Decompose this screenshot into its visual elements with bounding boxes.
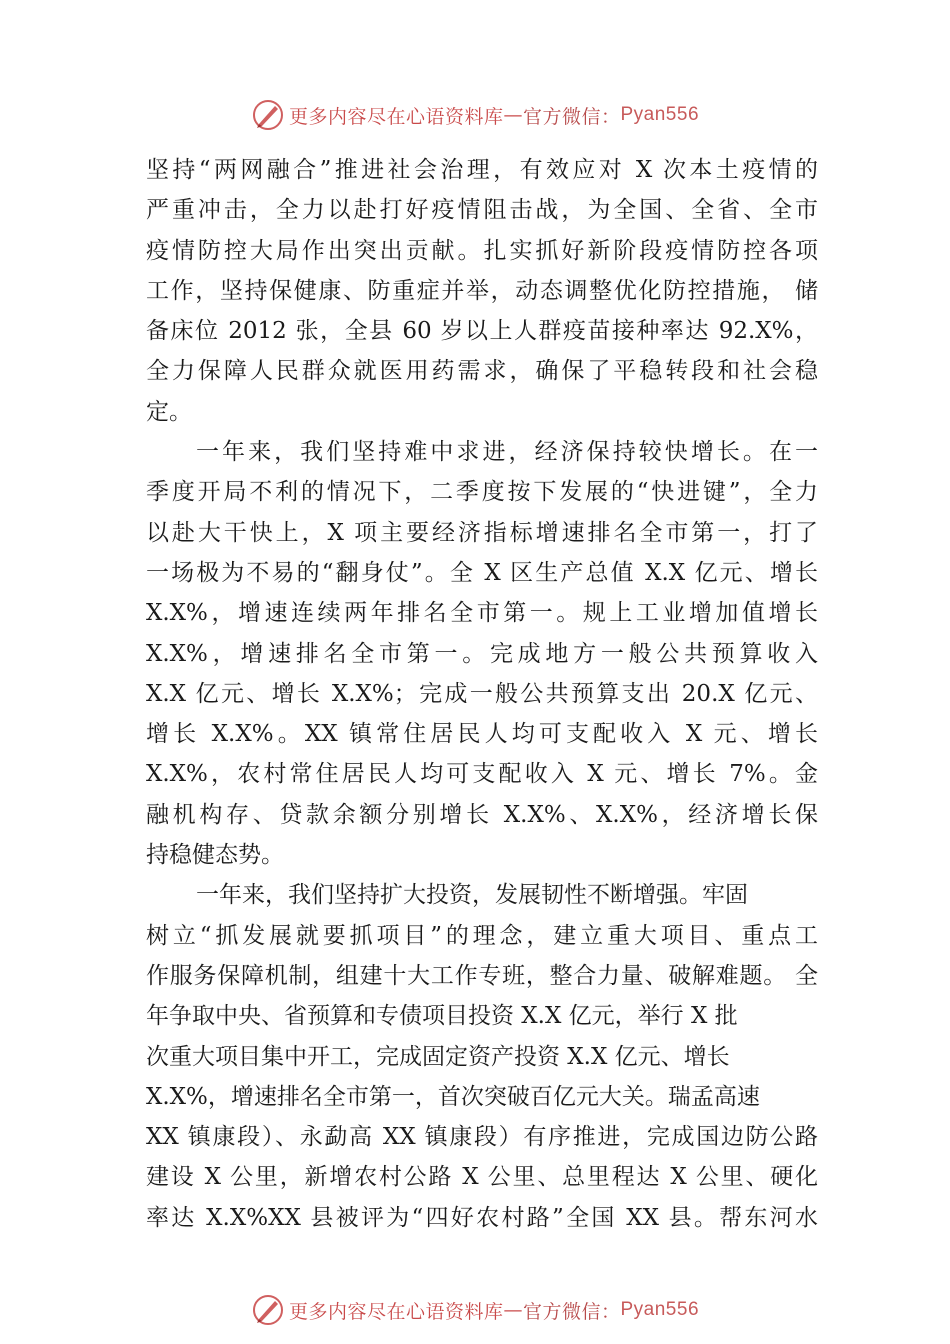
banner-wechat-id: Pyan556 <box>620 104 700 125</box>
text-line: X.X%，农村常住居民人均可支配收入 X 元、增长 7%。金 <box>146 761 818 788</box>
banner-site-text: 更多内容尽在心语资料库 <box>288 105 504 128</box>
text-line: 一年来，我们坚持难中求进，经济保持较快增长。在一 <box>196 439 818 466</box>
banner-separator: — <box>503 104 523 126</box>
text-line: 次重大项目集中开工，完成固定资产投资 X.X 亿元、增长 <box>146 1043 730 1070</box>
banner-wechat-id: Pyan556 <box>620 1299 700 1320</box>
text-line: 持稳健态势。 <box>146 842 284 869</box>
text-line: 备床位 2012 张，全县 60 岁以上人群疫苗接种率达 92.X%， <box>146 318 818 345</box>
banner-wechat-label: 官方微信： <box>522 105 621 128</box>
text-line: 树立“抓发展就要抓项目”的理念，建立重大项目、重点工 <box>146 922 818 949</box>
text-line: X.X%，增速连续两年排名全市第一。规上工业增加值增长 <box>146 600 818 627</box>
text-line: 一年来，我们坚持扩大投资，发展韧性不断增强。牢固 <box>196 882 748 909</box>
text-line: 季度开局不利的情况下，二季度按下发展的“快进键”，全力 <box>146 479 818 506</box>
banner-wechat-label: 官方微信： <box>522 1300 621 1323</box>
banner-separator: — <box>503 1299 523 1321</box>
text-line: 年争取中央、省预算和专债项目投资 X.X 亿元，举行 X 批 <box>146 1003 738 1030</box>
text-line: 严重冲击，全力以赴打好疫情阻击战，为全国、全省、全市 <box>146 197 818 224</box>
text-line: X.X%，增速排名全市第一。完成地方一般公共预算收入 <box>146 640 818 667</box>
text-line: 一场极为不易的“翻身仗”。全 X 区生产总值 X.X 亿元、增长 <box>146 559 818 586</box>
text-line: 定。 <box>146 398 192 425</box>
text-line: X.X 亿元、增长 X.X%；完成一般公共预算支出 20.X 亿元、 <box>146 680 818 707</box>
document-body <box>146 150 818 1238</box>
text-line: 融机构存、贷款余额分别增长 X.X%、X.X%，经济增长保 <box>146 801 818 828</box>
text-line: 率达 X.X%XX 县被评为“四好农村路”全国 XX 县。帮东河水 <box>146 1204 818 1231</box>
header-banner <box>0 95 950 135</box>
text-line: 坚持“两网融合”推进社会治理，有效应对 X 次本土疫情的 <box>146 157 818 183</box>
text-line: 增长 X.X%。XX 镇常住居民人均可支配收入 X 元、增长 <box>146 721 818 748</box>
text-line: 全力保障人民群众就医用药需求，确保了平稳转段和社会稳 <box>146 358 818 385</box>
text-line: 疫情防控大局作出突出贡献。扎实抓好新阶段疫情防控各项 <box>146 237 818 264</box>
text-line: 工作，坚持保健康、防重症并举，动态调整优化防控措施， 储 <box>146 277 818 304</box>
footer-banner <box>0 1290 950 1330</box>
text-line: 以赴大干快上，X 项主要经济指标增速排名全市第一，打了 <box>146 519 818 546</box>
text-line: 建设 X 公里，新增农村公路 X 公里、总里程达 X 公里、硬化 <box>146 1164 818 1191</box>
text-line: X.X%，增速排名全市第一，首次突破百亿元大关。瑞孟高速 <box>146 1083 760 1110</box>
text-line: 作服务保障机制，组建十大工作专班，整合力量、破解难题。 全 <box>146 962 818 989</box>
brush-logo-icon <box>251 1293 285 1327</box>
brush-logo-icon <box>251 98 285 132</box>
banner-site-text: 更多内容尽在心语资料库 <box>288 1300 504 1323</box>
text-line: XX 镇康段）、永勐高 XX 镇康段）有序推进，完成国边防公路 <box>146 1124 818 1151</box>
